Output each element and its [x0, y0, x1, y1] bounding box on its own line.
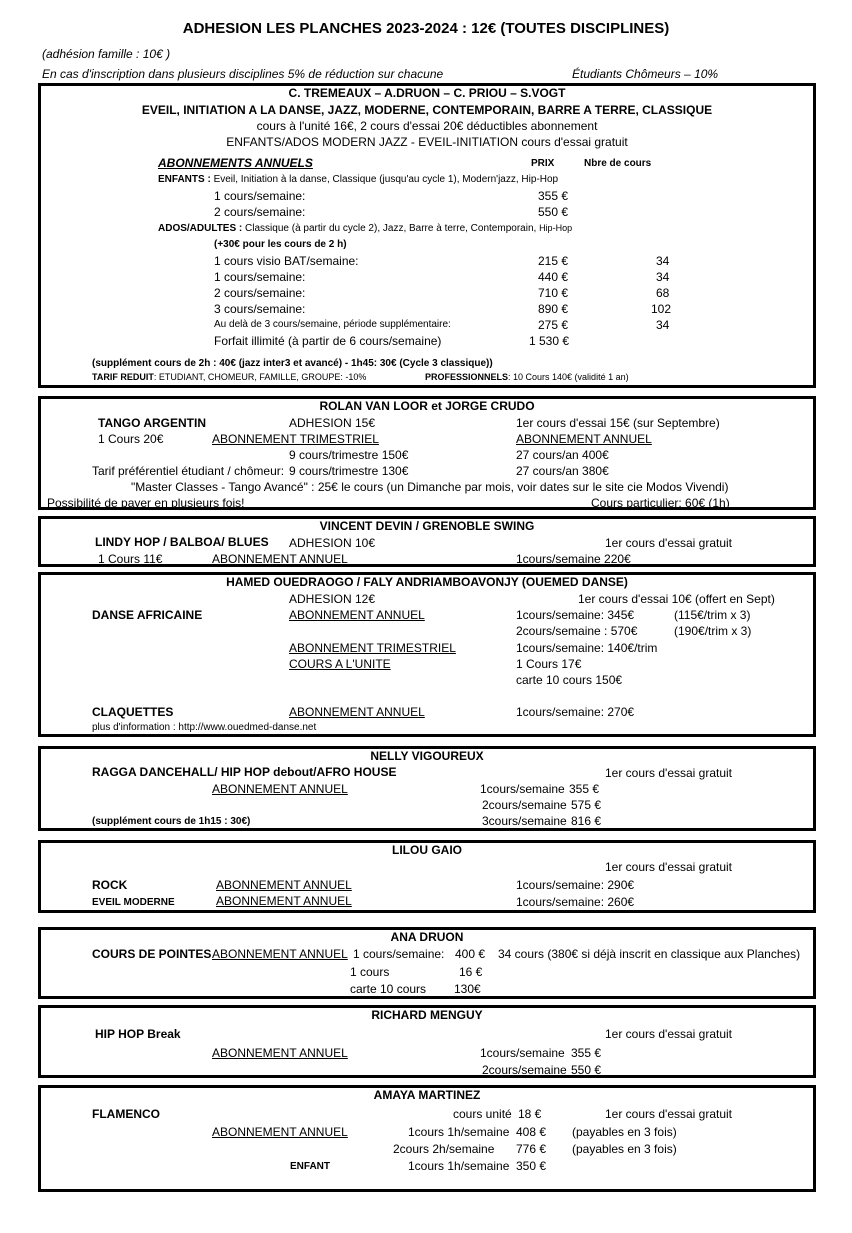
r3-prix: 130€ — [454, 982, 481, 996]
rock-name: ROCK — [92, 878, 128, 892]
ados-row: 2 cours/semaine: — [214, 286, 306, 300]
an-row: 27 cours/an 380€ — [516, 464, 609, 478]
ados-prix: 215 € — [538, 254, 569, 268]
ados-row: Forfait illimité (à partir de 6 cours/semaine) — [214, 334, 442, 348]
r3-label: 1cours 1h/semaine — [408, 1159, 510, 1173]
an-trim: (190€/trim x 3) — [674, 624, 752, 638]
essai-note: ENFANTS/ADOS MODERN JAZZ - EVEIL-INITIATION cours d'essai gratuit — [226, 135, 628, 149]
cours-unite-heading: COURS A L'UNITE — [289, 657, 391, 671]
abo-annuel: ABONNEMENT ANNUEL — [289, 608, 425, 622]
abo-row: 1cours/semaine — [480, 1046, 565, 1060]
abo-prix: 550 € — [571, 1063, 602, 1077]
r1-note: (payables en 3 fois) — [572, 1125, 677, 1139]
abo-annuel: ABONNEMENT ANNUEL — [212, 1125, 348, 1139]
essai: 1er cours d'essai gratuit — [605, 1027, 733, 1041]
abo-annuel: ABONNEMENT ANNUEL — [212, 947, 348, 961]
abo-row: 3cours/semaine — [482, 814, 567, 828]
r2-label: 1 cours — [350, 965, 390, 979]
r2-note: (payables en 3 fois) — [572, 1142, 677, 1156]
discipline-name: RAGGA DANCEHALL/ HIP HOP debout/AFRO HOUSE — [92, 765, 397, 779]
ados-desc — [158, 221, 572, 236]
r1-note: 34 cours (380€ si déjà inscrit en classique aux Planches) — [498, 947, 801, 961]
rock-abo: ABONNEMENT ANNUEL — [216, 878, 352, 892]
discipline-name: LINDY HOP / BALBOA/ BLUES — [95, 535, 269, 549]
adhesion: ADHESION 12€ — [289, 592, 376, 606]
abo-annuel: ABONNEMENT ANNUEL — [516, 432, 652, 446]
eveil-abo: ABONNEMENT ANNUEL — [216, 894, 352, 908]
ados-row: 1 cours visio BAT/semaine: — [214, 254, 359, 268]
master-classes: "Master Classes - Tango Avancé" : 25€ le cours (un Dimanche par mois, voir dates sur le site cie Modos Vivendi) — [131, 480, 729, 494]
claquettes-abo: ABONNEMENT ANNUEL — [289, 705, 425, 719]
ados-nb: 34 — [656, 270, 670, 284]
section-lindy — [38, 516, 816, 567]
section-header: HAMED OUEDRAOGO / FALY ANDRIAMBOAVONJY (OUEMED DANSE) — [226, 575, 628, 589]
supplement-note: (supplément cours de 1h15 : 30€) — [92, 816, 251, 827]
section-ouemed — [38, 572, 816, 737]
r1-label: 1 cours/semaine: — [353, 947, 445, 961]
abo-row: 2cours/semaine — [482, 798, 567, 812]
ados-prix: 890 € — [538, 302, 569, 316]
abo-row: 2cours/semaine — [482, 1063, 567, 1077]
cours-unite: 1 Cours 20€ — [98, 432, 164, 446]
r3-prix: 350 € — [516, 1159, 547, 1173]
ados-prix: 710 € — [538, 286, 569, 300]
abo-annuel: ABONNEMENT ANNUEL — [212, 1046, 348, 1060]
ados-prix: 440 € — [538, 270, 569, 284]
discipline-name: HIP HOP Break — [95, 1027, 181, 1041]
abo-row: 1cours/semaine — [480, 782, 565, 796]
essai: 1er cours d'essai gratuit — [605, 860, 733, 874]
section-header: RICHARD MENGUY — [371, 1008, 483, 1022]
r2-prix: 16 € — [459, 965, 483, 979]
abo-annuel: ABONNEMENT ANNUEL — [212, 782, 348, 796]
enfants-row: 1 cours/semaine: — [214, 189, 306, 203]
disciplines-list: EVEIL, INITIATION A LA DANSE, JAZZ, MODERNE, CONTEMPORAIN, BARRE A TERRE, CLASSIQUE — [141, 103, 713, 117]
unite-row: carte 10 cours 150€ — [516, 673, 623, 687]
claquettes-prix: 1cours/semaine: 270€ — [516, 705, 635, 719]
essai: 1er cours d'essai gratuit — [605, 766, 733, 780]
tarif-reduit-label: TARIF REDUIT — [92, 372, 154, 382]
abo-prix: 816 € — [571, 814, 602, 828]
eveil-prix: 1cours/semaine: 260€ — [516, 895, 635, 909]
ados-nb: 102 — [651, 302, 672, 316]
professionnels — [425, 370, 629, 384]
ados-hiphop: Hip-Hop — [539, 223, 573, 233]
tarif-reduit — [92, 370, 366, 384]
ados-label: ADOS/ADULTES : — [158, 223, 243, 234]
section-header: LILOU GAIO — [392, 843, 462, 857]
unite-row: 1 Cours 17€ — [516, 657, 582, 671]
r1-prix: 400 € — [455, 947, 486, 961]
section-tango — [38, 396, 816, 510]
plus30-note: (+30€ pour les cours de 2 h) — [214, 239, 347, 250]
prix-header: PRIX — [531, 158, 555, 169]
info-link[interactable]: plus d'information : http://www.ouedmed-danse.net — [92, 722, 317, 733]
abo-trimestriel: ABONNEMENT TRIMESTRIEL — [212, 432, 379, 446]
abo-prix: 575 € — [571, 798, 602, 812]
discipline-name: DANSE AFRICAINE — [92, 608, 203, 622]
abonnements-heading: ABONNEMENTS ANNUELS — [158, 156, 313, 170]
abo-annuel: ABONNEMENT ANNUEL — [212, 552, 348, 566]
section-header: C. TREMEAUX – A.DRUON – C. PRIOU – S.VOGT — [288, 86, 566, 100]
section-header: ROLAN VAN LOOR et JORGE CRUDO — [319, 399, 535, 413]
section-amaya — [38, 1085, 816, 1192]
adhesion-famille: (adhésion famille : 10€ ) — [42, 47, 171, 61]
essai: 1er cours d'essai gratuit — [605, 1107, 733, 1121]
unite-label: cours unité — [453, 1107, 512, 1121]
reduction-note: En cas d'inscription dans plusieurs disciplines 5% de réduction sur chacune — [42, 67, 444, 81]
adhesion: ADHESION 10€ — [289, 536, 376, 550]
r2-label: 2cours 2h/semaine — [393, 1142, 495, 1156]
professionnels-text: : 10 Cours 140€ (validité 1 an) — [508, 372, 629, 382]
page-title: ADHESION LES PLANCHES 2023-2024 : 12€ (TOUTES DISCIPLINES) — [182, 20, 670, 37]
r1-label: 1cours 1h/semaine — [408, 1125, 510, 1139]
tarif-reduit-text: : ETUDIANT, CHOMEUR, FAMILLE, GROUPE: -10% — [153, 372, 367, 382]
rock-prix: 1cours/semaine: 290€ — [516, 878, 635, 892]
section-header: ANA DRUON — [390, 930, 464, 944]
an-trim: (115€/trim x 3) — [674, 608, 751, 622]
nbre-header: Nbre de cours — [584, 158, 652, 169]
essai: 1er cours d'essai 15€ (sur Septembre) — [516, 416, 720, 430]
abo-prix: 1cours/semaine 220€ — [516, 552, 631, 566]
enfants-label: ENFANTS : — [158, 174, 211, 185]
enfant-label: ENFANT — [290, 1161, 330, 1172]
discipline-name: COURS DE POINTES — [92, 947, 212, 961]
r3-label: carte 10 cours — [350, 982, 427, 996]
supplement-note: (supplément cours de 2h : 40€ (jazz inter3 et avancé) - 1h45: 30€ (Cycle 3 classique)) — [92, 358, 493, 369]
section-lilou — [38, 840, 816, 913]
professionnels-label: PROFESSIONNELS — [425, 372, 509, 382]
tarif-pref: Tarif préférentiel étudiant / chômeur: — [92, 464, 285, 478]
abo-trimestriel: ABONNEMENT TRIMESTRIEL — [289, 641, 456, 655]
an-row: 2cours/semaine : 570€ — [516, 624, 638, 638]
abo-prix: 355 € — [569, 782, 600, 796]
discipline-name: FLAMENCO — [92, 1107, 160, 1121]
payer-note: Possibilité de payer en plusieurs fois! — [47, 496, 245, 510]
an-row: 27 cours/an 400€ — [516, 448, 609, 462]
ados-nb: 34 — [656, 318, 670, 332]
enfants-prix: 355 € — [538, 189, 569, 203]
cours-particulier: Cours particulier: 60€ (1h) — [591, 496, 730, 510]
section-header: AMAYA MARTINEZ — [373, 1088, 481, 1102]
essai: 1er cours d'essai 10€ (offert en Sept) — [578, 592, 775, 606]
ados-nb: 34 — [656, 254, 670, 268]
ados-prix: 275 € — [538, 318, 569, 332]
tri-row: 1cours/semaine: 140€/trim — [516, 641, 658, 655]
ados-nb: 68 — [656, 286, 670, 300]
section-tremeaux — [38, 83, 816, 388]
r2-prix: 776 € — [516, 1142, 547, 1156]
eveil-name: EVEIL MODERNE — [92, 897, 175, 908]
ados-row: Au delà de 3 cours/semaine, période supplémentaire: — [214, 319, 451, 330]
ados-prix: 1 530 € — [529, 334, 570, 348]
tri-row: 9 cours/trimestre 130€ — [289, 464, 409, 478]
etudiants-note: Étudiants Chômeurs – 10% — [572, 67, 719, 81]
discipline-name: TANGO ARGENTIN — [98, 416, 206, 430]
essai: 1er cours d'essai gratuit — [605, 536, 733, 550]
section-header: VINCENT DEVIN / GRENOBLE SWING — [319, 519, 535, 533]
an-row: 1cours/semaine: 345€ — [516, 608, 635, 622]
section-header: NELLY VIGOUREUX — [370, 749, 484, 763]
ados-row: 3 cours/semaine: — [214, 302, 306, 316]
section-ana-druon — [38, 927, 816, 999]
ados-disciplines: Classique (à partir du cycle 2), Jazz, Barre à terre, Contemporain, — [245, 223, 537, 234]
enfants-disciplines: Eveil, Initiation à la danse, Classique (jusqu'au cycle 1), Modern'jazz, Hip-Hop — [213, 174, 559, 185]
section-richard — [38, 1005, 816, 1078]
unite-prix: 18 € — [518, 1107, 542, 1121]
ados-row: 1 cours/semaine: — [214, 270, 306, 284]
enfants-desc — [158, 173, 558, 187]
r1-prix: 408 € — [516, 1125, 547, 1139]
claquettes-name: CLAQUETTES — [92, 705, 174, 719]
abo-prix: 355 € — [571, 1046, 602, 1060]
unite-note: cours à l'unité 16€, 2 cours d'essai 20€ déductibles abonnement — [256, 119, 598, 133]
enfants-prix: 550 € — [538, 205, 569, 219]
cours-unite: 1 Cours 11€ — [98, 552, 163, 566]
enfants-row: 2 cours/semaine: — [214, 205, 306, 219]
tri-row: 9 cours/trimestre 150€ — [289, 448, 409, 462]
section-nelly — [38, 746, 816, 831]
adhesion: ADHESION 15€ — [289, 416, 376, 430]
